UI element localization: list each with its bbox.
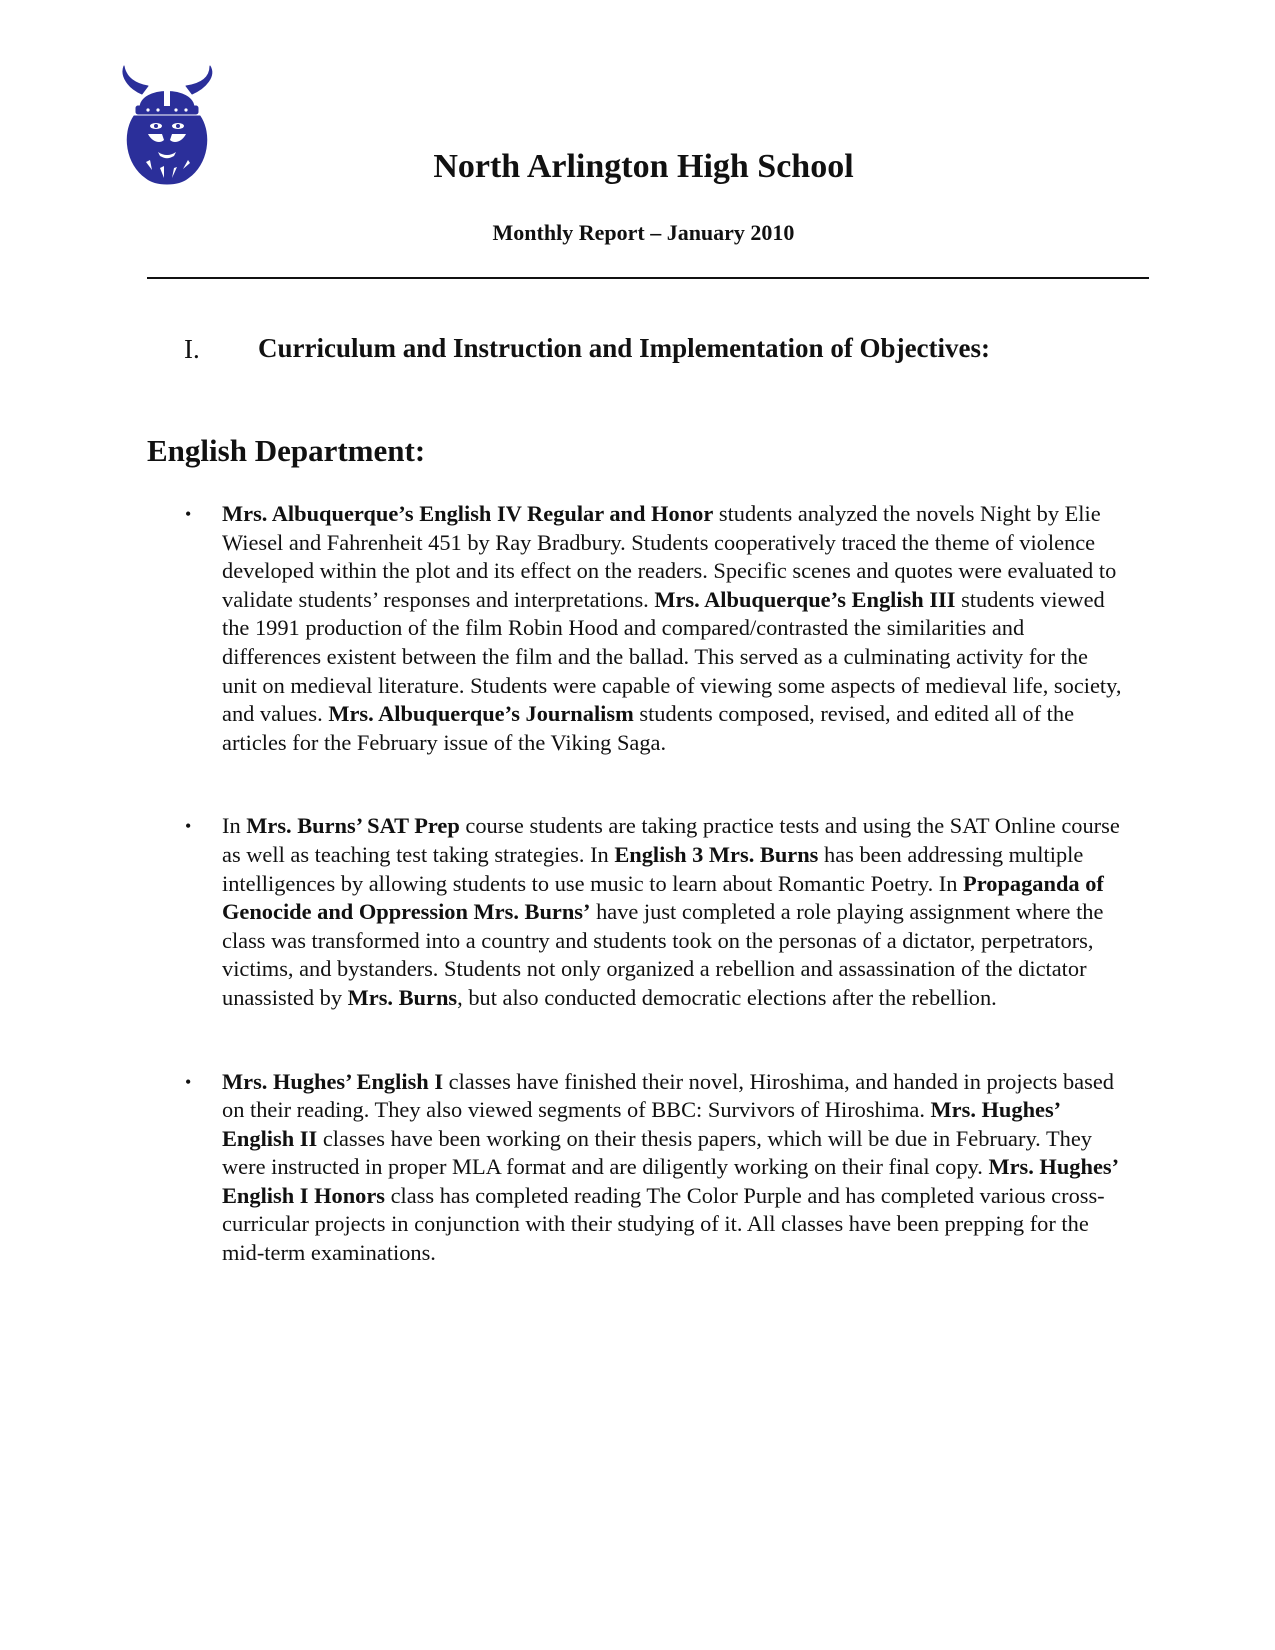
department-heading: English Department: bbox=[147, 433, 426, 468]
text-run: classes have finished their novel, Hiroshima, and handed in projects based on their reading. They also viewed segments of BBC: Survivors of Hiroshima. bbox=[222, 1068, 1114, 1123]
section-heading: Curriculum and Instruction and Implementation of Objectives: bbox=[258, 333, 991, 363]
bold-text-run: Mrs. Albuquerque’s English IV Regular and Honor bbox=[222, 501, 714, 526]
text-run: has been addressing multiple intelligences by allowing students to use music to learn about Romantic Poetry. In bbox=[222, 841, 1084, 896]
school-name-title: North Arlington High School bbox=[433, 148, 854, 185]
text-run: students analyzed the novels Night by Elie Wiesel and Fahrenheit 451 by Ray Bradbury. Students cooperatively traced the theme of violence developed within the plot and its effect on the readers. Specific scenes and quotes were evaluated to validate students’ responses and interpretations. bbox=[222, 501, 1117, 612]
list-item bbox=[185, 500, 1122, 757]
text-run: In bbox=[222, 813, 247, 839]
bold-text-run: Mrs. Hughes’ English II bbox=[222, 1097, 1060, 1151]
bullet-text bbox=[222, 501, 1121, 755]
bold-text-run: Mrs. Hughes’ English I bbox=[222, 1068, 444, 1094]
bullet-text bbox=[222, 1069, 1117, 1266]
bullet-icon: • bbox=[185, 816, 192, 837]
bold-text-run: Mrs. Albuquerque’s Journalism bbox=[328, 701, 634, 727]
department-report-list bbox=[185, 500, 1122, 1323]
bullet-icon: • bbox=[185, 1071, 192, 1092]
list-item bbox=[185, 812, 1122, 1012]
text-run: students composed, revised, and edited all of the articles for the February issue of the Viking Saga. bbox=[222, 701, 1075, 755]
bold-text-run: Mrs. Burns’ SAT Prep bbox=[246, 813, 460, 839]
bold-text-run: English 3 Mrs. Burns bbox=[614, 841, 819, 867]
section-numeral: I. bbox=[184, 334, 200, 364]
text-run: classes have been working on their thesis papers, which will be due in February. They were instructed in proper MLA format and are diligently working on their final copy. bbox=[222, 1125, 1092, 1180]
bold-text-run: Mrs. Albuquerque’s English III bbox=[654, 586, 956, 612]
text-run: class has completed reading The Color Purple and has completed various cross-curricular projects in conjunction with their studying of it. All classes have been prepping for the mid-term examinations. bbox=[222, 1182, 1105, 1266]
bold-text-run: Mrs. Burns bbox=[347, 984, 458, 1010]
text-run: course students are taking practice tests and using the SAT Online course as well as teaching test taking strategies. In bbox=[222, 813, 1120, 867]
bold-text-run: Propaganda of Genocide and Oppression Mrs. Burns’ bbox=[222, 870, 1104, 925]
bold-text-run: Mrs. Hughes’ English I Honors bbox=[222, 1154, 1118, 1208]
bullet-icon: • bbox=[185, 504, 192, 524]
report-subtitle: Monthly Report – January 2010 bbox=[492, 220, 795, 245]
text-run: , but also conducted democratic elections after the rebellion. bbox=[457, 984, 997, 1010]
header-divider bbox=[147, 277, 1149, 279]
text-run: students viewed the 1991 production of the film Robin Hood and compared/contrasted the similarities and differences existent between the film and the ballad. This served as a culminating activity for the unit on medieval literature. Students were capable of viewing some aspects of medieval life, society, and values. bbox=[222, 586, 1122, 727]
text-run: have just completed a role playing assignment where the class was transformed into a country and students took on the personas of a dictator, perpetrators, victims, and bystanders. Students not only organized a rebellion and assassination of the dictator unassisted by bbox=[222, 899, 1104, 1010]
bullet-text bbox=[222, 813, 1120, 1010]
list-item bbox=[185, 1068, 1122, 1268]
